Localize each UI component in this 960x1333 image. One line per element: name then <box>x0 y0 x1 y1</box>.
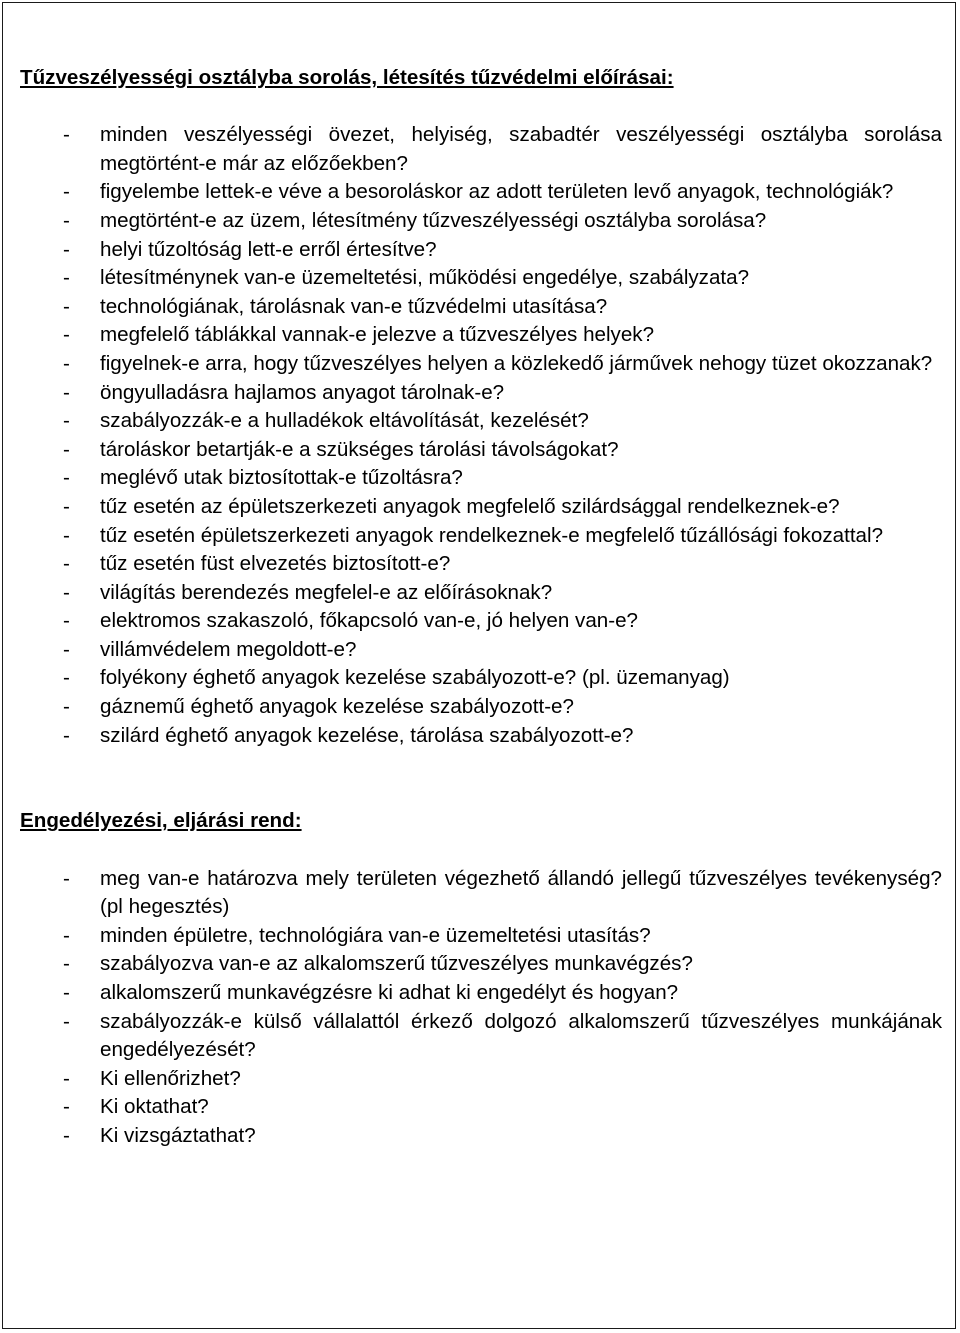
list-bullet: - <box>63 952 70 976</box>
list-item <box>20 1093 942 1122</box>
list-item-text: meglévő utak biztosítottak-e tűzoltásra? <box>100 466 463 490</box>
list-item <box>20 664 942 693</box>
list-item-text: tűz esetén az épületszerkezeti anyagok megfelelő szilárdsággal rendelkeznek-e? <box>100 494 840 518</box>
checklist-permit-procedure <box>20 865 942 1151</box>
list-bullet: - <box>63 1095 70 1119</box>
list-item <box>20 579 942 608</box>
list-item <box>20 264 942 293</box>
list-bullet: - <box>63 466 70 490</box>
list-item-text: Ki oktathat? <box>100 1095 209 1119</box>
list-bullet: - <box>63 981 70 1004</box>
list-bullet: - <box>63 323 70 347</box>
list-item-text: helyi tűzoltóság lett-e erről értesítve? <box>100 237 437 261</box>
list-item-text: minden veszélyességi övezet, helyiség, szabadtér veszélyességi osztályba sorolása megtörtént-e már az előzőekben? <box>100 123 942 175</box>
spacer <box>20 836 942 865</box>
list-bullet: - <box>63 494 70 518</box>
list-bullet: - <box>63 208 70 232</box>
list-bullet: - <box>63 552 70 576</box>
list-item <box>20 236 942 265</box>
list-bullet: - <box>63 1066 70 1090</box>
list-item-text: figyelembe lettek-e véve a besoroláskor az adott területen levő anyagok, technológiák? <box>100 180 894 204</box>
list-item-text: elektromos szakaszoló, főkapcsoló van-e, jó helyen van-e? <box>100 609 639 633</box>
list-bullet: - <box>63 294 70 318</box>
list-bullet: - <box>63 723 70 747</box>
list-item-text: tűz esetén füst elvezetés biztosított-e? <box>100 552 451 576</box>
list-bullet: - <box>63 409 70 433</box>
list-item-text: alkalomszerű munkavégzésre ki adhat ki engedélyt és hogyan? <box>100 981 679 1004</box>
list-item-text: Ki vizsgáztathat? <box>100 1123 256 1147</box>
list-item <box>20 379 942 408</box>
list-item <box>20 722 942 751</box>
list-bullet: - <box>63 266 70 290</box>
list-bullet: - <box>63 695 70 719</box>
list-item-text: világítás berendezés megfelel-e az előírásoknak? <box>100 580 553 604</box>
list-item <box>20 1008 942 1065</box>
list-item-text: megtörtént-e az üzem, létesítmény tűzveszélyességi osztályba sorolása? <box>100 208 767 232</box>
list-item-text: minden épületre, technológiára van-e üzemeltetési utasítás? <box>100 923 651 947</box>
list-bullet: - <box>63 923 70 947</box>
list-item <box>20 979 942 1008</box>
list-item <box>20 178 942 207</box>
list-item-text: meg van-e határozva mely területen végezhető állandó jellegű tűzveszélyes tevékenység? (pl hegesztés) <box>100 866 942 919</box>
checklist-fire-classification <box>20 121 942 750</box>
list-bullet: - <box>63 866 70 890</box>
list-item <box>20 493 942 522</box>
list-bullet: - <box>63 1123 70 1147</box>
list-item <box>20 293 942 322</box>
list-item <box>20 950 942 979</box>
list-item <box>20 607 942 636</box>
list-item <box>20 436 942 465</box>
list-item <box>20 1065 942 1094</box>
list-item <box>20 207 942 236</box>
list-item-text: technológiának, tárolásnak van-e tűzvédelmi utasítása? <box>100 294 608 318</box>
list-bullet: - <box>63 351 70 375</box>
list-bullet: - <box>63 1009 70 1033</box>
list-item-text: Ki ellenőrizhet? <box>100 1066 241 1090</box>
list-bullet: - <box>63 437 70 461</box>
list-item-text: villámvédelem megoldott-e? <box>100 637 357 661</box>
list-item-text: tároláskor betartják-e a szükséges tárolási távolságokat? <box>100 437 619 461</box>
spacer <box>20 750 942 807</box>
list-bullet: - <box>63 580 70 604</box>
list-bullet: - <box>63 637 70 661</box>
list-bullet: - <box>63 609 70 633</box>
list-bullet: - <box>63 523 70 547</box>
section-title-permit-procedure: Engedélyezési, eljárási rend: <box>20 809 302 833</box>
list-item-text: tűz esetén épületszerkezeti anyagok rendelkeznek-e megfelelő tűzállósági fokozattal? <box>100 523 884 547</box>
list-item <box>20 922 942 951</box>
list-item <box>20 636 942 665</box>
list-bullet: - <box>63 380 70 404</box>
list-item-text: folyékony éghető anyagok kezelése szabályozott-e? (pl. üzemanyag) <box>100 666 730 690</box>
document-body <box>20 64 942 1151</box>
list-item-text: gáznemű éghető anyagok kezelése szabályozott-e? <box>100 695 574 719</box>
list-item-text: szabályozva van-e az alkalomszerű tűzveszélyes munkavégzés? <box>100 952 693 976</box>
list-item-text: megfelelő táblákkal vannak-e jelezve a tűzveszélyes helyek? <box>100 323 655 347</box>
list-item <box>20 350 942 379</box>
list-item <box>20 693 942 722</box>
list-bullet: - <box>63 123 70 147</box>
list-item-text: szilárd éghető anyagok kezelése, tárolása szabályozott-e? <box>100 723 634 747</box>
list-item <box>20 407 942 436</box>
list-item-text: létesítménynek van-e üzemeltetési, működési engedélye, szabályzata? <box>100 266 750 290</box>
list-bullet: - <box>63 180 70 204</box>
list-item <box>20 550 942 579</box>
list-item-text: figyelnek-e arra, hogy tűzveszélyes helyen a közlekedő járművek nehogy tüzet okozzanak? <box>100 351 933 375</box>
list-item <box>20 321 942 350</box>
list-item-text: szabályozzák-e külső vállalattól érkező dolgozó alkalomszerű tűzveszélyes munkájának engedélyezését? <box>100 1009 942 1062</box>
spacer <box>20 93 942 122</box>
list-bullet: - <box>63 666 70 690</box>
list-item-text: öngyulladásra hajlamos anyagot tárolnak-e? <box>100 380 505 404</box>
section-title-fire-classification: Tűzveszélyességi osztályba sorolás, létesítés tűzvédelmi előírásai: <box>20 66 674 89</box>
list-item <box>20 522 942 551</box>
list-item <box>20 1122 942 1151</box>
list-item <box>20 121 942 178</box>
list-item-text: szabályozzák-e a hulladékok eltávolítását, kezelését? <box>100 409 589 433</box>
list-item <box>20 464 942 493</box>
list-item <box>20 865 942 922</box>
list-bullet: - <box>63 237 70 261</box>
